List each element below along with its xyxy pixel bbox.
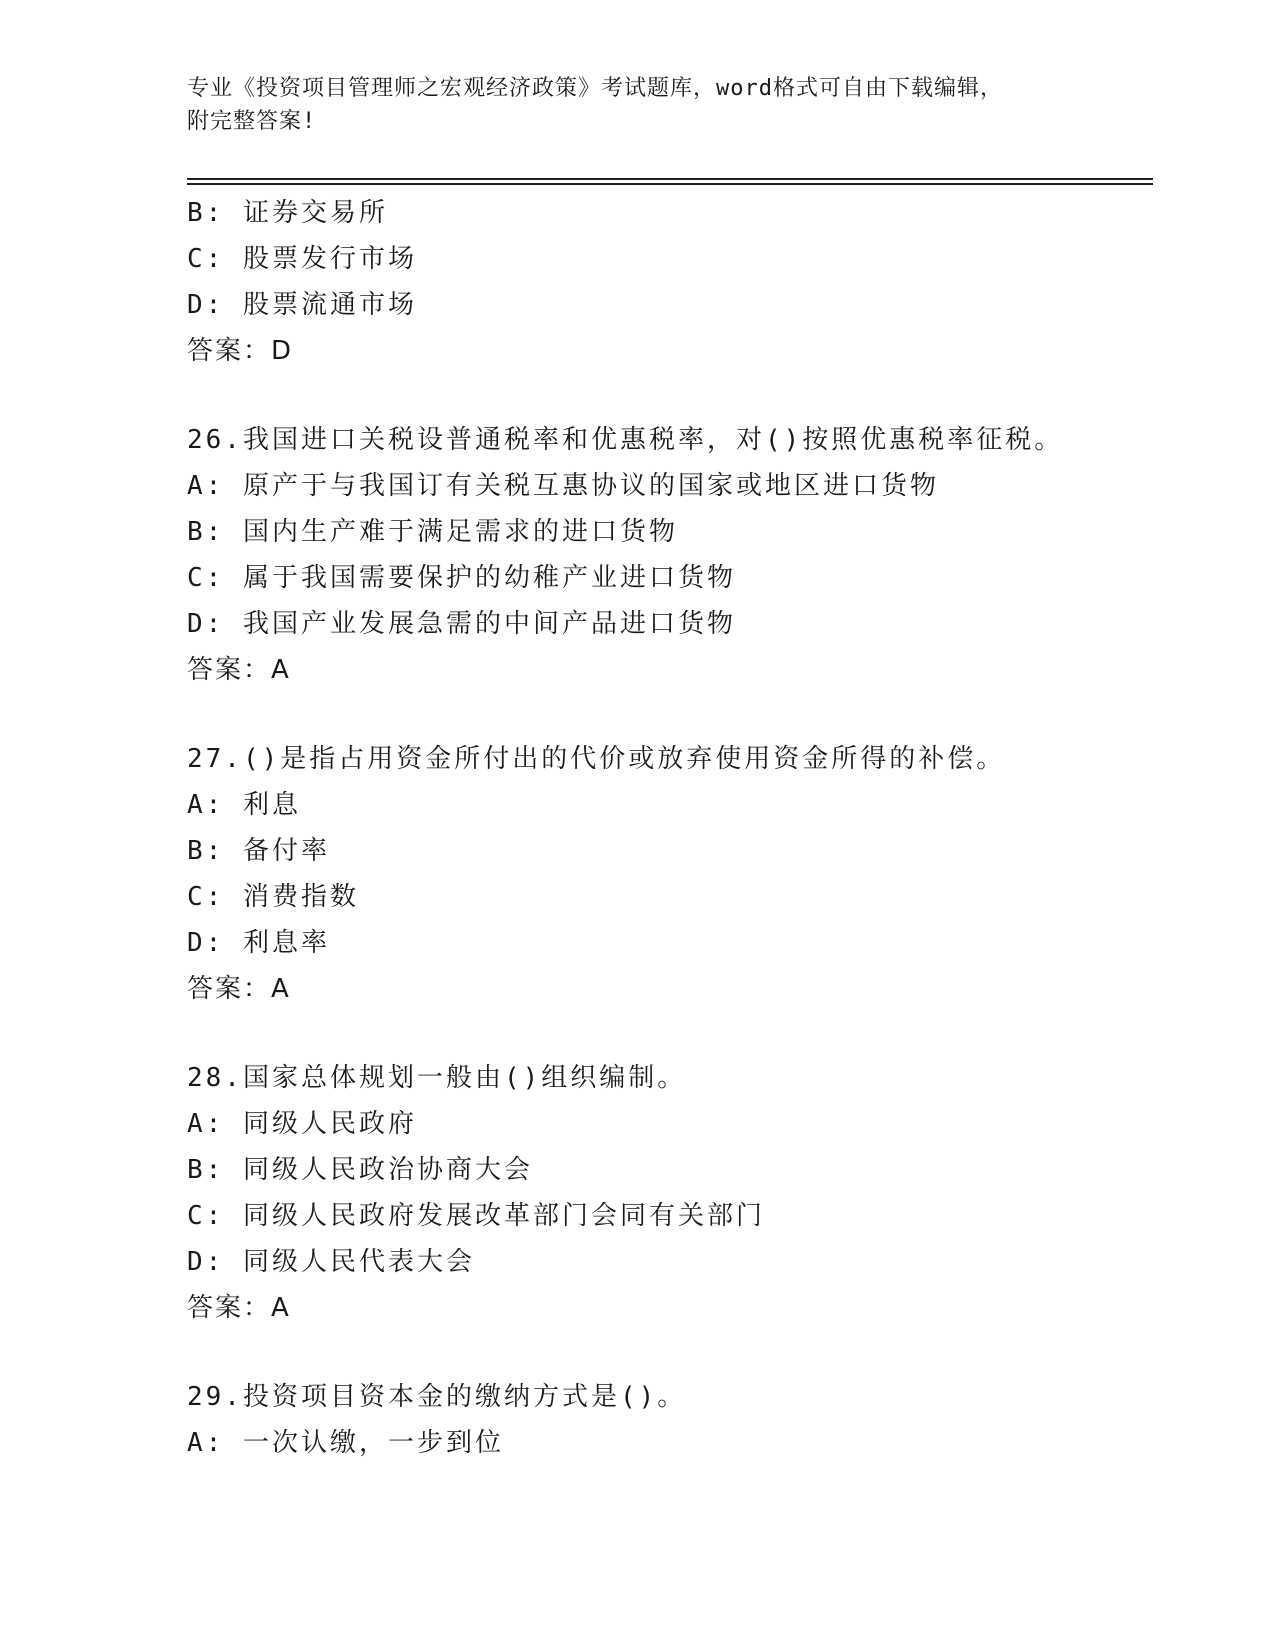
option-d: D: 利息率 [187,928,330,958]
option-b: B: 国内生产难于满足需求的进口货物 [187,517,678,547]
option-b: B: 证券交易所 [187,198,388,228]
option-a: A: 利息 [187,790,301,820]
option-b: B: 备付率 [187,836,330,866]
question-stem: 27.()是指占用资金所付出的代价或放弃使用资金所得的补偿。 [187,744,1006,774]
question-stem: 28.国家总体规划一般由()组织编制。 [187,1063,687,1093]
header-rule-bottom [187,183,1153,185]
question-block-28 [187,1055,1147,1331]
option-d: D: 同级人民代表大会 [187,1247,475,1277]
option-c: C: 股票发行市场 [187,244,417,274]
option-c: C: 同级人民政府发展改革部门会同有关部门 [187,1201,765,1231]
question-block-26 [187,417,1147,693]
answer-line: 答案：D [187,336,294,366]
question-list [187,190,1147,1466]
option-d: D: 股票流通市场 [187,290,417,320]
answer-line: 答案：A [187,974,291,1004]
option-c: C: 消费指数 [187,882,359,912]
option-d: D: 我国产业发展急需的中间产品进口货物 [187,609,736,639]
header-line-2: 附完整答案! [187,109,317,134]
question-block-prev [187,190,1147,374]
answer-line: 答案：A [187,655,291,685]
question-block-27 [187,736,1147,1012]
header-line-1: 专业《投资项目管理师之宏观经济政策》考试题库，word格式可自由下载编辑， [187,76,1003,101]
option-a: A: 一次认缴，一步到位 [187,1428,504,1458]
header-rule-top [187,178,1153,180]
question-block-29 [187,1374,1147,1466]
question-stem: 26.我国进口关税设普通税率和优惠税率，对()按照优惠税率征税。 [187,425,1064,455]
option-b: B: 同级人民政治协商大会 [187,1155,533,1185]
answer-line: 答案：A [187,1293,291,1323]
document-header [187,72,1087,138]
question-stem: 29.投资项目资本金的缴纳方式是()。 [187,1382,687,1412]
option-a: A: 原产于与我国订有关税互惠协议的国家或地区进口货物 [187,471,939,501]
option-a: A: 同级人民政府 [187,1109,417,1139]
option-c: C: 属于我国需要保护的幼稚产业进口货物 [187,563,736,593]
